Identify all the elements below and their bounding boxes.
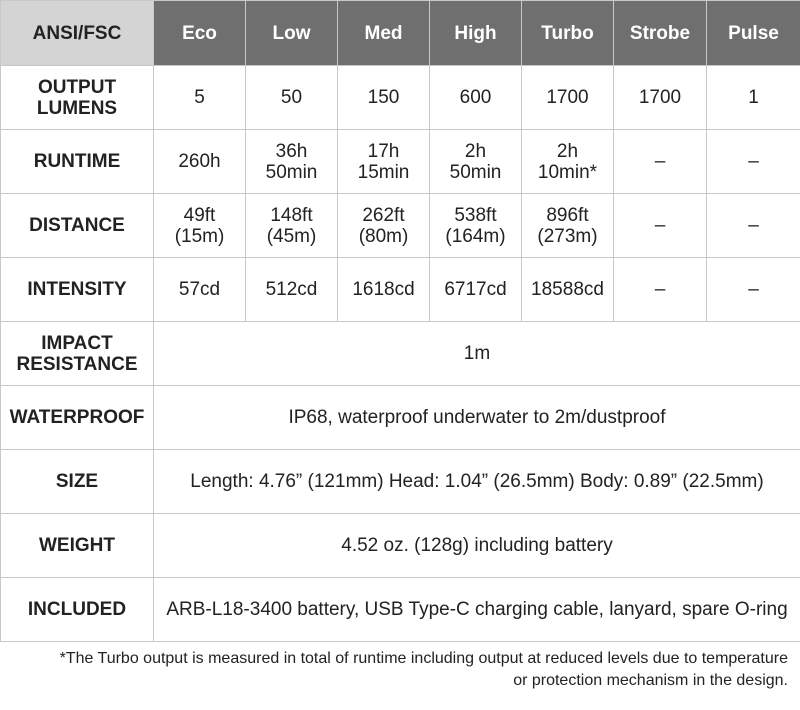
waterproof-label: WATERPROOF (1, 386, 154, 450)
output-row (1, 66, 800, 130)
included-value: ARB-L18-3400 battery, USB Type-C charging cable, lanyard, spare O-ring (154, 578, 800, 642)
header-row (1, 1, 800, 66)
intensity-low: 512cd (246, 258, 338, 322)
output-high: 600 (430, 66, 522, 130)
size-label: SIZE (1, 450, 154, 514)
output-pulse: 1 (707, 66, 800, 130)
runtime-pulse: – (707, 130, 800, 194)
mode-strobe: Strobe (614, 1, 707, 66)
runtime-turbo: 2h 10min* (522, 130, 614, 194)
mode-turbo: Turbo (522, 1, 614, 66)
mode-pulse: Pulse (707, 1, 800, 66)
output-low: 50 (246, 66, 338, 130)
size-value: Length: 4.76” (121mm) Head: 1.04” (26.5mm) Body: 0.89” (22.5mm) (154, 450, 800, 514)
intensity-eco: 57cd (154, 258, 246, 322)
distance-med: 262ft (80m) (338, 194, 430, 258)
intensity-row (1, 258, 800, 322)
intensity-med: 1618cd (338, 258, 430, 322)
impact-row (1, 322, 800, 386)
mode-high: High (430, 1, 522, 66)
distance-high: 538ft (164m) (430, 194, 522, 258)
included-row (1, 578, 800, 642)
mode-eco: Eco (154, 1, 246, 66)
runtime-row (1, 130, 800, 194)
weight-row (1, 514, 800, 578)
intensity-turbo: 18588cd (522, 258, 614, 322)
waterproof-row (1, 386, 800, 450)
runtime-strobe: – (614, 130, 707, 194)
output-med: 150 (338, 66, 430, 130)
distance-turbo: 896ft (273m) (522, 194, 614, 258)
distance-strobe: – (614, 194, 707, 258)
distance-low: 148ft (45m) (246, 194, 338, 258)
distance-pulse: – (707, 194, 800, 258)
runtime-low: 36h 50min (246, 130, 338, 194)
weight-label: WEIGHT (1, 514, 154, 578)
runtime-high: 2h 50min (430, 130, 522, 194)
distance-label: DISTANCE (1, 194, 154, 258)
output-label: OUTPUT LUMENS (1, 66, 154, 130)
runtime-label: RUNTIME (1, 130, 154, 194)
header-corner: ANSI/FSC (1, 1, 154, 66)
included-label: INCLUDED (1, 578, 154, 642)
runtime-med: 17h 15min (338, 130, 430, 194)
distance-eco: 49ft (15m) (154, 194, 246, 258)
intensity-label: INTENSITY (1, 258, 154, 322)
mode-low: Low (246, 1, 338, 66)
mode-med: Med (338, 1, 430, 66)
output-turbo: 1700 (522, 66, 614, 130)
intensity-strobe: – (614, 258, 707, 322)
waterproof-value: IP68, waterproof underwater to 2m/dustproof (154, 386, 800, 450)
output-strobe: 1700 (614, 66, 707, 130)
intensity-pulse: – (707, 258, 800, 322)
impact-label: IMPACT RESISTANCE (1, 322, 154, 386)
weight-value: 4.52 oz. (128g) including battery (154, 514, 800, 578)
size-row (1, 450, 800, 514)
intensity-high: 6717cd (430, 258, 522, 322)
output-eco: 5 (154, 66, 246, 130)
footnote: *The Turbo output is measured in total of runtime including output at reduced levels due to temperature or protection mechanism in the design. (59, 650, 788, 689)
impact-value: 1m (154, 322, 800, 386)
distance-row (1, 194, 800, 258)
runtime-eco: 260h (154, 130, 246, 194)
